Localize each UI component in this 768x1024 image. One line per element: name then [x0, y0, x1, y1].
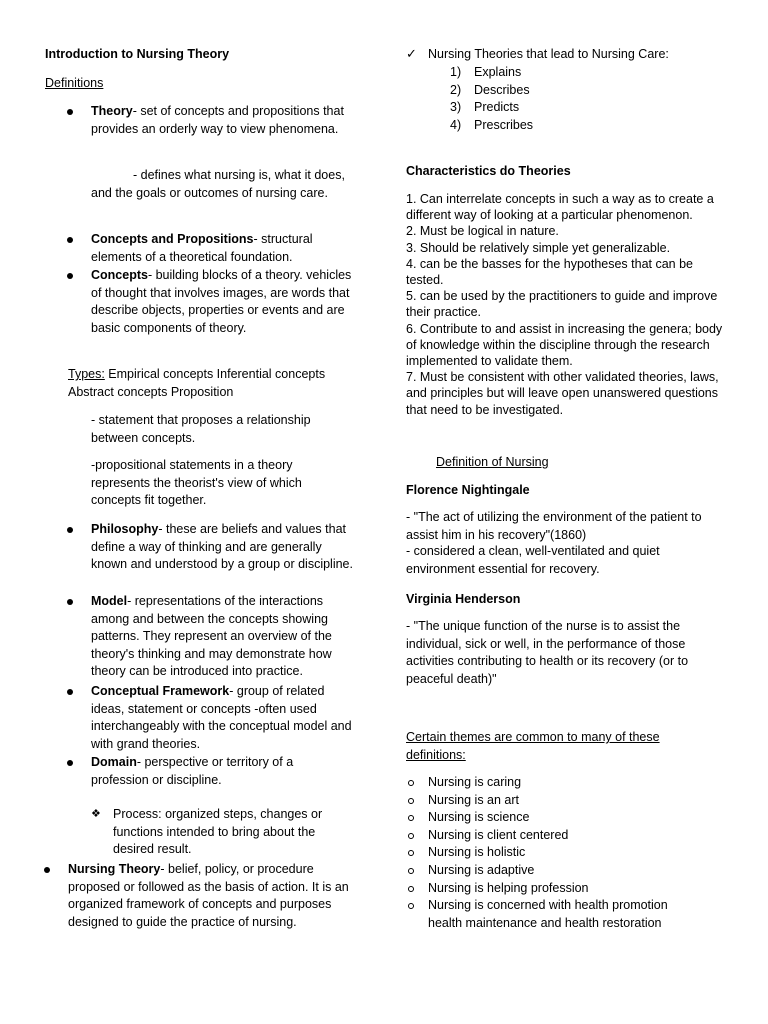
types-line — [68, 366, 368, 401]
document-title: Introduction to Nursing Theory — [45, 47, 230, 61]
list-item: 4) Prescribes — [450, 117, 534, 132]
bullet-icon — [67, 109, 73, 115]
circle-bullet-icon — [408, 903, 414, 909]
theory-term: Theory — [91, 104, 133, 118]
list-item: Nursing is concerned with health promotion health maintenance and health restoration — [406, 897, 698, 932]
list-item: 3. Should be relatively simple yet generalizable. — [406, 240, 671, 255]
concepts-propositions-text: - structural elements of a theoretical foundation. — [91, 232, 313, 264]
conceptual-framework-term: Conceptual Framework — [91, 684, 230, 698]
bullet-icon — [67, 237, 73, 243]
concepts-propositions-term: Concepts and Propositions — [91, 232, 254, 246]
nursing-theory-definition — [68, 861, 363, 931]
list-item: 5. can be used by the practitioners to guide and improve their practice. — [406, 289, 718, 320]
concepts-term: Concepts — [91, 268, 148, 282]
list-item: 2) Describes — [450, 82, 530, 97]
domain-definition — [91, 754, 331, 789]
model-term: Model — [91, 594, 128, 608]
themes-list — [406, 774, 736, 932]
circle-bullet-icon — [408, 798, 414, 804]
list-item: Nursing is caring — [406, 774, 736, 792]
circle-bullet-icon — [408, 833, 414, 839]
list-item: Nursing is holistic — [406, 844, 736, 862]
characteristics-heading: Characteristics do Theories — [406, 164, 571, 178]
proposition-statement-1: - statement that proposes a relationship between concepts. — [91, 413, 311, 445]
nightingale-name: Florence Nightingale — [406, 483, 530, 497]
nightingale-quote: - "The act of utilizing the environment of the patient to assist him in his recovery"(1860) — [406, 510, 702, 542]
bullet-icon — [67, 760, 73, 766]
concepts-propositions-definition — [91, 231, 361, 266]
nightingale-note: - considered a clean, well-ventilated and quiet environment essential for recovery. — [406, 544, 660, 576]
philosophy-definition — [91, 521, 361, 574]
list-item: 6. Contribute to and assist in increasing the genera; body of knowledge within the discipline through the research implemented to validate them. — [406, 321, 723, 369]
list-item: Nursing is science — [406, 809, 736, 827]
types-label: Types: — [68, 367, 105, 381]
bullet-icon — [67, 527, 73, 533]
bullet-icon — [67, 273, 73, 279]
henderson-quote: - "The unique function of the nurse is to assist the individual, sick or well, in the performance of those activities contributing to health or its recovery (or to peaceful death)" — [406, 619, 689, 686]
model-definition — [91, 593, 361, 681]
circle-bullet-icon — [408, 815, 414, 821]
definitions-heading: Definitions — [45, 76, 104, 90]
list-item: 1. Can interrelate concepts in such a way as to create a different way of looking at a particular phenomenon. — [406, 192, 714, 223]
list-item: 4. can be the basses for the hypotheses that can be tested. — [406, 256, 693, 288]
philosophy-term: Philosophy — [91, 522, 159, 536]
model-text: - representations of the interactions among and between the concepts showing patterns. They represent an overview of the theory's thinking and may demonstrate how theory can be introduced into practice. — [91, 594, 332, 679]
characteristics-list — [406, 191, 728, 418]
concepts-definition — [91, 267, 361, 337]
philosophy-text: - these are beliefs and values that define a way of thinking and are generally known and understood by a group or discipline. — [91, 522, 353, 572]
conceptual-framework-definition — [91, 683, 361, 753]
domain-term: Domain — [91, 755, 137, 769]
nursing-theory-term: Nursing Theory — [68, 862, 161, 876]
circle-bullet-icon — [408, 780, 414, 786]
bullet-icon — [67, 689, 73, 695]
list-item: Nursing is an art — [406, 792, 736, 810]
definition-of-nursing-heading: Definition of Nursing — [436, 455, 549, 469]
bullet-icon — [67, 599, 73, 605]
concepts-text: - building blocks of a theory. vehicles of thought that involves images, are words that describe objects, properties or events and are basic components of theory. — [91, 268, 352, 335]
types-text: Empirical concepts Inferential concepts Abstract concepts Proposition — [68, 367, 326, 399]
nursing-care-list — [450, 64, 650, 134]
list-item: Nursing is helping profession — [406, 880, 736, 898]
bullet-icon — [44, 867, 50, 873]
list-item: 7. Must be consistent with other validated theories, laws, and principles but will leave open unanswered questions that need to be investigated. — [406, 370, 719, 417]
list-item: Nursing is adaptive — [406, 862, 736, 880]
theory-definition — [91, 103, 361, 138]
nursing-theory-text: - belief, policy, or procedure proposed or followed as the basis of action. It is an organized framework of concepts and purposes designed to guide the practice of nursing. — [68, 862, 349, 929]
list-item: 1) Explains — [450, 65, 522, 79]
themes-heading: Certain themes are common to many of these definitions: — [406, 730, 660, 762]
proposition-statement-2: -propositional statements in a theory represents the theorist's view of which concepts fit together. — [91, 458, 302, 508]
list-item: 3) Predicts — [450, 100, 520, 115]
list-item: Nursing is client centered — [406, 827, 736, 845]
checkmark-icon: ✓ — [406, 46, 417, 61]
circle-bullet-icon — [408, 886, 414, 892]
conceptual-framework-text: - group of related ideas, statement or concepts -often used interchangeably with the conceptual model and with grand theories. — [91, 684, 352, 751]
henderson-name: Virginia Henderson — [406, 592, 521, 606]
circle-bullet-icon — [408, 850, 414, 856]
nursing-care-intro: Nursing Theories that lead to Nursing Care: — [428, 47, 669, 61]
diamond-bullet-icon: ❖ — [91, 808, 101, 820]
list-item: 2. Must be logical in nature. — [406, 224, 559, 239]
theory-subtext: - defines what nursing is, what it does, and the goals or outcomes of nursing care. — [91, 168, 345, 200]
theory-text: - set of concepts and propositions that provides an orderly way to view phenomena. — [91, 104, 344, 136]
domain-text: - perspective or territory of a profession or discipline. — [91, 755, 294, 787]
process-definition: Process: organized steps, changes or functions intended to bring about the desired result. — [113, 807, 323, 857]
circle-bullet-icon — [408, 868, 414, 874]
